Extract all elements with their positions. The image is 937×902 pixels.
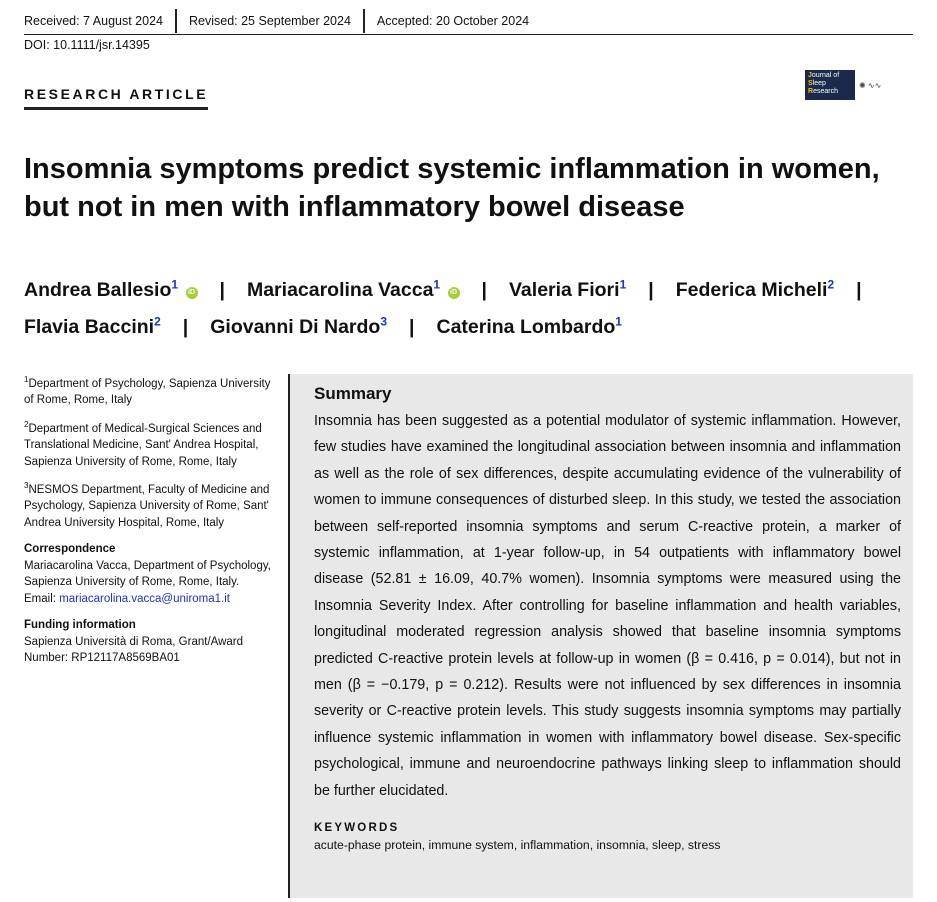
article-type: RESEARCH ARTICLE: [24, 86, 208, 110]
keywords: acute-phase protein, immune system, inflammation, insomnia, sleep, stress: [314, 838, 721, 853]
article-dates: [24, 8, 913, 35]
author[interactable]: Mariacarolina Vacca$^1$ iD: [247, 279, 460, 301]
orcid-icon[interactable]: iD: [186, 287, 198, 299]
correspondence: Mariacarolina Vacca, Department of Psychology, Sapienza University of Rome, Rome, Italy. Email: mariacarolina.vacca@uniroma1.it: [24, 559, 271, 605]
accepted-date: Accepted: 20 October 2024: [376, 14, 530, 28]
orcid-icon[interactable]: iD: [448, 287, 460, 299]
esrs-logo: ✺ ∿∿: [859, 80, 882, 90]
author-list: Andrea Ballesio$^1$ iD | Mariacarolina Vacca$^1$ iD | Valeria Fiori$^1$ | Federica Micheli$^2$ | Flavia Baccini$^2$ | Giovanni Di Nardo$^3$ | Caterina Lombardo$^1$: [24, 277, 862, 338]
author[interactable]: Valeria Fiori$^1$: [509, 277, 627, 301]
email-link[interactable]: mariacarolina.vacca@uniroma1.it: [59, 592, 230, 605]
doi[interactable]: DOI: 10.1111/jsr.14395: [24, 38, 150, 52]
funding-heading: Funding information: [24, 619, 136, 632]
correspondence-heading: Correspondence: [24, 543, 116, 556]
summary-heading: Summary: [314, 384, 392, 403]
author[interactable]: Caterina Lombardo$^1$: [436, 314, 622, 338]
journal-logo-box: Journal of Sleep Research: [805, 70, 855, 100]
affiliation: $^3$NESMOS Department, Faculty of Medicine and Psychology, Sapienza University of Rome, Sant' Andrea University Hospital, Rome, Italy: [24, 481, 270, 529]
funding-info: Sapienza Università di Roma, Grant/Award Number: RP12117A8569BA01: [24, 635, 244, 665]
author[interactable]: Giovanni Di Nardo$^3$: [210, 314, 388, 338]
journal-logo[interactable]: [805, 69, 913, 101]
summary-text: Insomnia has been suggested as a potential modulator of systemic inflammation. However, few studies have examined the longitudinal association between insomnia and inflammation as well as the role of sex differences, despite accumulating evidence of the vulnerability of women to immune consequences of disturbed sleep. In this study, we tested the association between self-reported insomnia symptoms and serum C-reactive protein, a marker of systemic inflammation, at 1-year follow-up, in 54 outpatients with inflammatory bowel disease (52.81 ± 16.09, 40.7% women). Insomnia symptoms were measured using the Insomnia Severity Index. After controlling for baseline inflammation and health variables, longitudinal moderated regression analysis showed that baseline insomnia symptoms predicted C-reactive protein levels at follow-up in women (β = 0.416, p = 0.014), but not in men (β = −0.179, p = 0.212). Results were not influenced by sex differences in insomnia severity or C-reactive protein levels. This study suggests insomnia symptoms may partially influence systemic inflammation in women with inflammatory bowel disease. Sex-specific psychological, immune and neuroendocrine pathways linking sleep to inflammation should be further elucidated.: [314, 413, 901, 799]
affiliation: $^1$Department of Psychology, Sapienza University of Rome, Rome, Italy: [24, 375, 271, 407]
revised-date: Revised: 25 September 2024: [177, 9, 365, 33]
article-sidebar: [24, 372, 279, 675]
keywords-heading: KEYWORDS: [314, 822, 400, 835]
affiliation: $^2$Department of Medical-Surgical Sciences and Translational Medicine, Sant' Andrea Hospital, Sapienza University of Rome, Rome, Italy: [24, 419, 262, 468]
received-date: Received: 7 August 2024: [24, 9, 177, 33]
article-title: Insomnia symptoms predict systemic inflammation in women, but not in men with inflammatory bowel disease: [24, 153, 880, 223]
author[interactable]: Federica Micheli$^2$: [675, 277, 835, 301]
author[interactable]: Andrea Ballesio$^1$ iD: [24, 279, 198, 301]
author[interactable]: Flavia Baccini$^2$: [24, 314, 161, 338]
summary-box: [288, 374, 913, 898]
